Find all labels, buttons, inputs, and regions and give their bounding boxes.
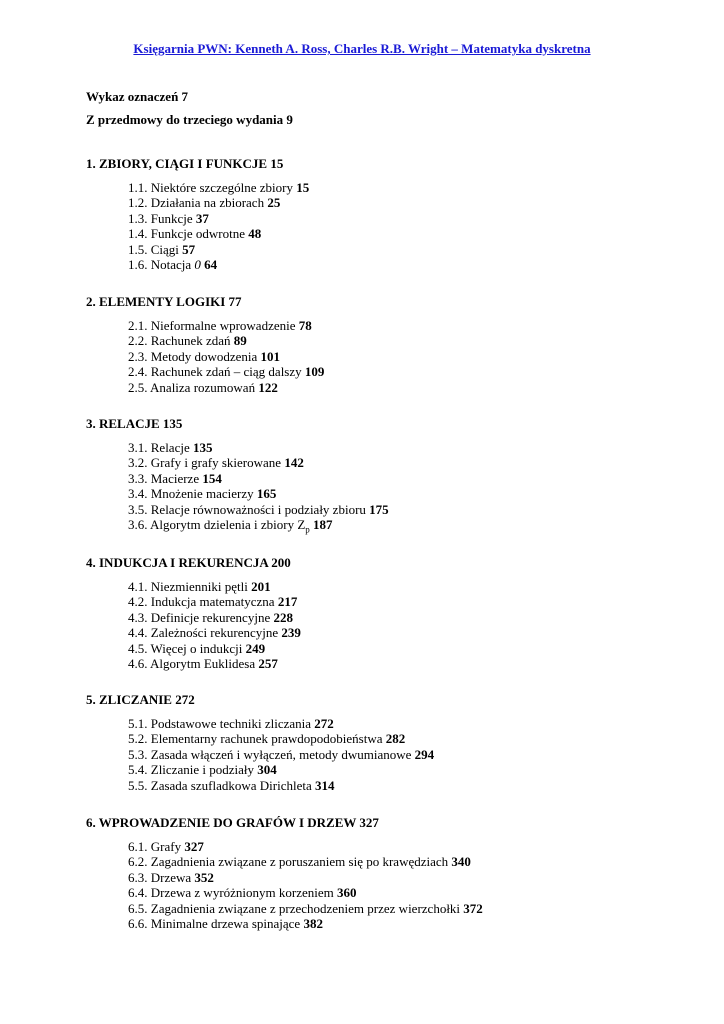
section-entry — [128, 211, 309, 226]
section-title: 2.4. Rachunek zdań – ciąg dalszy — [128, 364, 305, 380]
section-title: 6.4. Drzewa z wyróżnionym korzeniem — [128, 885, 338, 901]
section-title: 1.2. Działania na zbiorach — [128, 195, 268, 211]
chapter-title: 5. ZLICZANIE 272 — [86, 692, 195, 707]
section-page-number: 352 — [194, 869, 214, 885]
section-title: 6.1. Grafy — [128, 839, 185, 854]
chapter-4 — [86, 555, 301, 671]
chapter-title: 4. INDUKCJA I REKURENCJA 200 — [86, 555, 291, 570]
section-page-number: 154 — [202, 470, 222, 486]
section-entry — [128, 901, 483, 916]
section-title: 5.3. Zasada włączeń i wyłączeń, metody dwumianowe — [128, 746, 415, 762]
section-page-number: 37 — [195, 210, 209, 226]
section-title-italic: 0 — [194, 257, 201, 273]
section-page-number: 48 — [248, 226, 262, 242]
header-book-link[interactable]: Księgarnia PWN: Kenneth A. Ross, Charles R.B. Wright – Matematyka dyskretna — [133, 41, 591, 56]
section-page-number: 187 — [313, 517, 333, 533]
section-entry — [128, 854, 483, 869]
section-page-number: 217 — [277, 594, 298, 610]
section-title: 1.1. Niektóre szczególne zbiory — [128, 180, 297, 195]
section-title: 4.4. Zależności rekurencyjne — [128, 625, 282, 641]
section-title: 1.3. Funkcje — [128, 210, 196, 226]
section-page-number: 304 — [257, 762, 277, 778]
section-entry — [128, 610, 301, 625]
section-title: 2.1. Nieformalne wprowadzenie — [128, 318, 299, 333]
section-entry — [128, 502, 389, 517]
section-title: 6.3. Drzewa — [128, 869, 195, 885]
chapter-title: 3. RELACJE 135 — [86, 416, 183, 431]
section-page-number: 89 — [233, 333, 247, 349]
section-title: 3.5. Relacje równoważności i podziały zbioru — [128, 501, 370, 517]
chapter-title: 6. WPROWADZENIE DO GRAFÓW I DRZEW 327 — [86, 815, 379, 830]
section-title: 6.6. Minimalne drzewa spinające — [128, 916, 304, 932]
section-entry — [128, 594, 301, 609]
section-page-number: 109 — [304, 364, 325, 380]
front-matter-item-preface: Z przedmowy do trzeciego wydania 9 — [86, 112, 293, 127]
section-entry — [128, 380, 324, 395]
section-entry — [128, 641, 301, 656]
section-entry — [128, 625, 301, 640]
section-page-number: 142 — [284, 455, 304, 471]
section-page-number: 228 — [273, 609, 293, 625]
chapter-6 — [86, 815, 483, 931]
section-entry — [128, 455, 389, 470]
section-page-number: 294 — [414, 746, 435, 762]
section-entry — [128, 486, 389, 501]
section-entry — [128, 349, 324, 364]
section-page-number: 360 — [337, 885, 357, 901]
section-page-number: 135 — [192, 440, 213, 455]
section-entry — [128, 333, 324, 348]
section-entry — [128, 440, 389, 455]
section-entry — [128, 579, 301, 594]
section-title: 2.5. Analiza rozumowań — [128, 379, 259, 395]
section-entry — [128, 242, 309, 257]
section-entry — [128, 716, 434, 731]
section-page-number: 314 — [314, 777, 335, 793]
section-title: 3.6. Algorytm dzielenia i zbiory Z — [128, 517, 306, 533]
front-matter-item-notation: Wykaz oznaczeń 7 — [86, 89, 189, 104]
chapter-2 — [86, 294, 324, 395]
section-page-number: 78 — [298, 318, 312, 333]
section-entry — [128, 762, 434, 777]
section-page-number: 372 — [463, 900, 483, 916]
section-title: 5.5. Zasada szufladkowa Dirichleta — [128, 777, 315, 793]
section-page-number: 165 — [256, 486, 277, 502]
section-title: 4.3. Definicje rekurencyjne — [128, 609, 274, 625]
section-page-number: 382 — [303, 916, 323, 932]
section-entry — [128, 318, 324, 333]
section-title-subscript: p — [305, 524, 310, 535]
section-entry — [128, 364, 324, 379]
section-page-number: 122 — [258, 379, 278, 395]
chapter-5 — [86, 692, 434, 793]
section-title: 3.2. Grafy i grafy skierowane — [128, 455, 285, 471]
section-page-number: 272 — [314, 716, 334, 731]
section-title: 2.2. Rachunek zdań — [128, 333, 234, 349]
section-entry — [128, 180, 309, 195]
section-entry — [128, 257, 309, 272]
section-list — [86, 579, 301, 671]
section-title: 6.2. Zagadnienia związane z poruszaniem się po krawędziach — [128, 854, 452, 870]
section-page-number: 249 — [245, 640, 266, 656]
section-title: 4.5. Więcej o indukcji — [128, 640, 246, 656]
section-title: 5.2. Elementarny rachunek prawdopodobieństwa — [128, 731, 386, 747]
section-page-number: 64 — [204, 257, 218, 273]
section-title: 5.1. Podstawowe techniki zliczania — [128, 716, 315, 731]
section-title: 1.4. Funkcje odwrotne — [128, 226, 249, 242]
section-page-number: 15 — [296, 180, 310, 195]
section-title: 3.1. Relacje — [128, 440, 193, 455]
section-entry — [128, 839, 483, 854]
section-entry — [128, 471, 389, 486]
section-entry — [128, 870, 483, 885]
section-title: 1.6. Notacja — [128, 257, 195, 273]
section-entry — [128, 195, 309, 210]
section-page-number: 175 — [369, 501, 389, 517]
section-title: 3.3. Macierze — [128, 470, 203, 486]
section-title: 1.5. Ciągi — [128, 241, 183, 257]
section-entry — [128, 916, 483, 931]
section-entry — [128, 731, 434, 746]
section-page-number: 101 — [260, 348, 281, 364]
chapter-title: 1. ZBIORY, CIĄGI I FUNKCJE 15 — [86, 156, 284, 171]
section-title: 4.2. Indukcja matematyczna — [128, 594, 278, 610]
section-list — [86, 440, 389, 538]
section-entry — [128, 885, 483, 900]
section-page-number: 239 — [281, 625, 301, 641]
section-entry — [128, 517, 389, 538]
section-entry — [128, 747, 434, 762]
section-title: 4.1. Niezmienniki pętli — [128, 579, 252, 594]
section-page-number: 257 — [258, 656, 278, 672]
section-page-number: 25 — [267, 195, 281, 211]
section-title: 5.4. Zliczanie i podziały — [128, 762, 258, 778]
section-title: 4.6. Algorytm Euklidesa — [128, 656, 259, 672]
section-entry — [128, 226, 309, 241]
section-list — [86, 716, 434, 793]
section-list — [86, 180, 309, 272]
section-page-number: 340 — [451, 854, 471, 870]
section-title: 2.3. Metody dowodzenia — [128, 348, 261, 364]
chapter-3 — [86, 416, 389, 538]
chapter-title: 2. ELEMENTY LOGIKI 77 — [86, 294, 242, 309]
section-title: 3.4. Mnożenie macierzy — [128, 486, 257, 502]
section-page-number: 327 — [184, 839, 204, 854]
section-entry — [128, 778, 434, 793]
section-page-number: 201 — [251, 579, 271, 594]
section-page-number: 57 — [182, 241, 196, 257]
section-page-number: 282 — [385, 731, 406, 747]
section-list — [86, 839, 483, 931]
section-entry — [128, 656, 301, 671]
chapter-1 — [86, 156, 309, 272]
section-list — [86, 318, 324, 395]
section-title: 6.5. Zagadnienia związane z przechodzeniem przez wierzchołki — [128, 900, 464, 916]
